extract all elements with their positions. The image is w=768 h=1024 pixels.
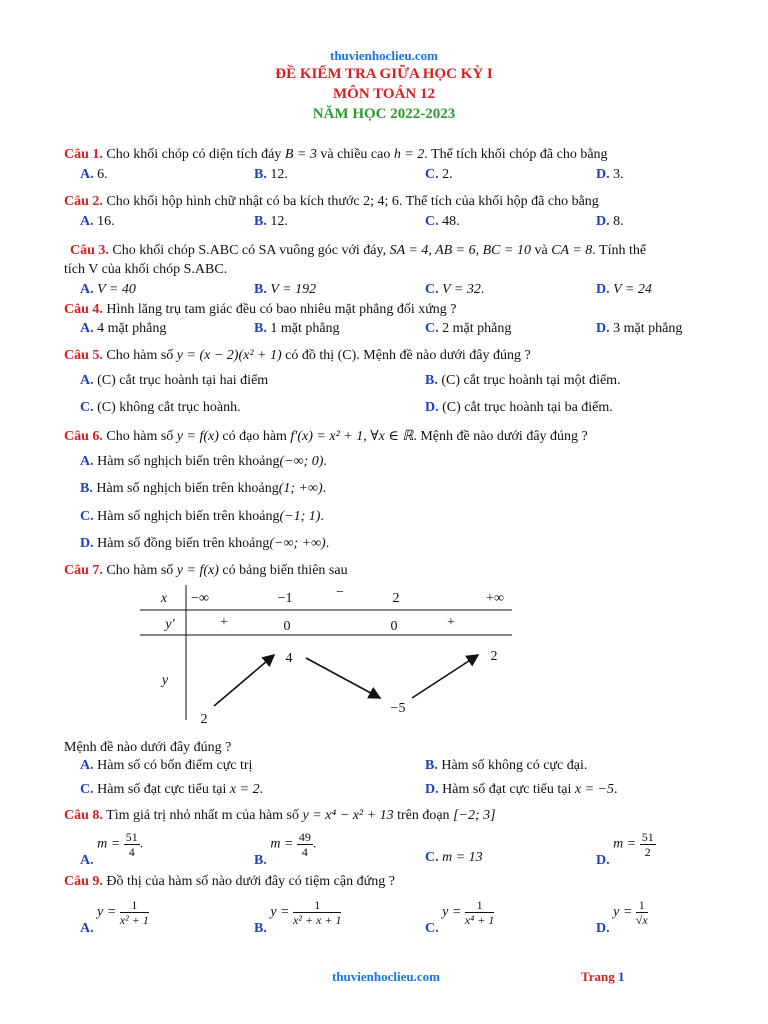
q3-option-d: D. V = 24 <box>596 282 652 297</box>
question-8: Câu 8. Tìm giá trị nhỏ nhất m của hàm số y = x⁴ − x² + 13 trên đoạn [−2; 3] <box>64 808 496 823</box>
q1-option-c: C. 2. <box>425 167 453 182</box>
q8-option-d: D. m = $\frac{51}{2}$ <box>596 830 654 868</box>
question-5: Câu 5. Cho hàm số y = (x − 2)(x² + 1) có đồ thị (C). Mệnh đề nào dưới đây đúng ? <box>64 348 531 363</box>
q2-option-a: A. 16. <box>80 214 115 229</box>
table-x-val: −1 <box>277 591 293 606</box>
q9-option-a: A. y = $\frac{1}{\text{x² + 1}}$ <box>80 898 149 936</box>
table-yprime-label: y′ <box>165 617 175 632</box>
table-x-label: x <box>160 591 168 606</box>
question-3: Câu 3. Cho khối chóp S.ABC có SA vuông góc với đáy, SA = 4, AB = 6, BC = 10 và CA = 8. Tính thể <box>70 243 647 258</box>
q8-option-b: B. m = $\frac{49}{4}$ . <box>254 830 317 868</box>
table-y-label: y <box>161 673 169 688</box>
q3-line-2: tích V của khối chóp S.ABC. <box>64 262 228 277</box>
question-1: Câu 1. Cho khối chóp có diện tích đáy B = 3 và chiều cao h = 2. Thể tích khối chóp đã cho bằng <box>64 147 608 162</box>
q7-option-b: B. Hàm số không có cực đại. <box>425 758 588 773</box>
table-yprime-val: + <box>220 615 228 630</box>
exam-subject: MÔN TOÁN 12 <box>333 86 435 102</box>
q7-stem: Mệnh đề nào dưới đây đúng ? <box>64 740 232 755</box>
q6-option-c: C. Hàm số nghịch biến trên khoảng(−1; 1). <box>80 509 324 524</box>
q2-option-d: D. 8. <box>596 214 624 229</box>
q5-option-a: A. (C) cắt trục hoành tại hai điểm <box>80 373 269 388</box>
arrow-up-2 <box>412 655 478 698</box>
table-x-val: −∞ <box>191 591 209 606</box>
arrow-up-1 <box>214 655 274 706</box>
table-yprime-val: 0 <box>283 619 291 634</box>
table-x-val: 2 <box>392 591 400 606</box>
arrow-down <box>306 658 380 698</box>
exam-year: NĂM HỌC 2022-2023 <box>312 106 456 122</box>
table-x-val: +∞ <box>486 591 504 606</box>
q9-option-d: D. y = $\frac{1}{√x}$ <box>596 898 648 936</box>
q8-option-a: A. m = $\frac{51}{4}$ . <box>80 830 144 868</box>
question-4: Câu 4. Hình lăng trụ tam giác đều có bao nhiêu mặt phẳng đối xứng ? <box>64 302 457 317</box>
q1-option-b: B. 12. <box>254 167 288 182</box>
table-yprime-val: + <box>447 615 455 630</box>
q6-option-b: B. Hàm số nghịch biến trên khoảng(1; +∞). <box>80 481 327 496</box>
table-y-val: 2 <box>490 649 498 664</box>
q7-option-d: D. Hàm số đạt cực tiểu tại x = −5. <box>425 782 618 797</box>
question-2: Câu 2. Cho khối hộp hình chữ nhật có ba kích thước 2; 4; 6. Thể tích của khối hộp đã cho bằng <box>64 194 599 209</box>
q9-option-b: B. y = $\frac{1}{\text{x² + x + 1}}$ <box>254 898 342 936</box>
q8-option-c: C. m = 13 <box>425 850 483 865</box>
q5-option-d: D. (C) cắt trục hoành tại ba điểm. <box>425 400 613 415</box>
q3-option-c: C. V = 32. <box>425 282 485 297</box>
q5-option-c: C. (C) không cắt trục hoành. <box>80 400 241 415</box>
question-7: Câu 7. Cho hàm số y = f(x) có bảng biến thiên sau <box>64 563 348 578</box>
q4-option-b: B. 1 mặt phẳng <box>254 321 340 336</box>
q2-option-c: C. 48. <box>425 214 460 229</box>
q2-option-b: B. 12. <box>254 214 288 229</box>
q4-option-d: D. 3 mặt phẳng <box>596 321 683 336</box>
exam-title: ĐỀ KIỂM TRA GIỮA HỌC KỲ I <box>275 66 493 82</box>
q3-option-a: A. V = 40 <box>80 282 136 297</box>
q4-option-a: A. 4 mặt phẳng <box>80 321 167 336</box>
table-y-val: 4 <box>285 651 293 666</box>
variation-table <box>0 580 768 730</box>
table-yprime-val: 0 <box>390 619 398 634</box>
table-dash: − <box>336 585 344 600</box>
question-6: Câu 6. Cho hàm số y = f(x) có đạo hàm f′(x) = x² + 1, ∀x ∈ ℝ. Mệnh đề nào dưới đây đúng ? <box>64 429 588 444</box>
q6-option-d: D. Hàm số đồng biến trên khoảng(−∞; +∞). <box>80 536 330 551</box>
table-y-val: −5 <box>390 701 406 716</box>
q6-option-a: A. Hàm số nghịch biến trên khoảng(−∞; 0). <box>80 454 327 469</box>
q7-option-c: C. Hàm số đạt cực tiểu tại x = 2. <box>80 782 264 797</box>
q1-option-d: D. 3. <box>596 167 624 182</box>
table-y-val: 2 <box>200 712 208 727</box>
page-number: Trang 1 <box>581 969 625 984</box>
q9-option-c: C. y = $\frac{1}{\text{x⁴ + 1}}$ <box>425 898 495 936</box>
q4-option-c: C. 2 mặt phẳng <box>425 321 512 336</box>
footer-site[interactable]: thuvienhoclieu.com <box>332 969 440 984</box>
q3-option-b: B. V = 192 <box>254 282 317 297</box>
q1-option-a: A. 6. <box>80 167 108 182</box>
q7-option-a: A. Hàm số có bốn điểm cực trị <box>80 758 253 773</box>
q5-option-b: B. (C) cắt trục hoành tại một điểm. <box>425 373 621 388</box>
site-name: thuvienhoclieu.com <box>330 48 438 63</box>
question-9: Câu 9. Đồ thị của hàm số nào dưới đây có tiệm cận đứng ? <box>64 874 395 889</box>
